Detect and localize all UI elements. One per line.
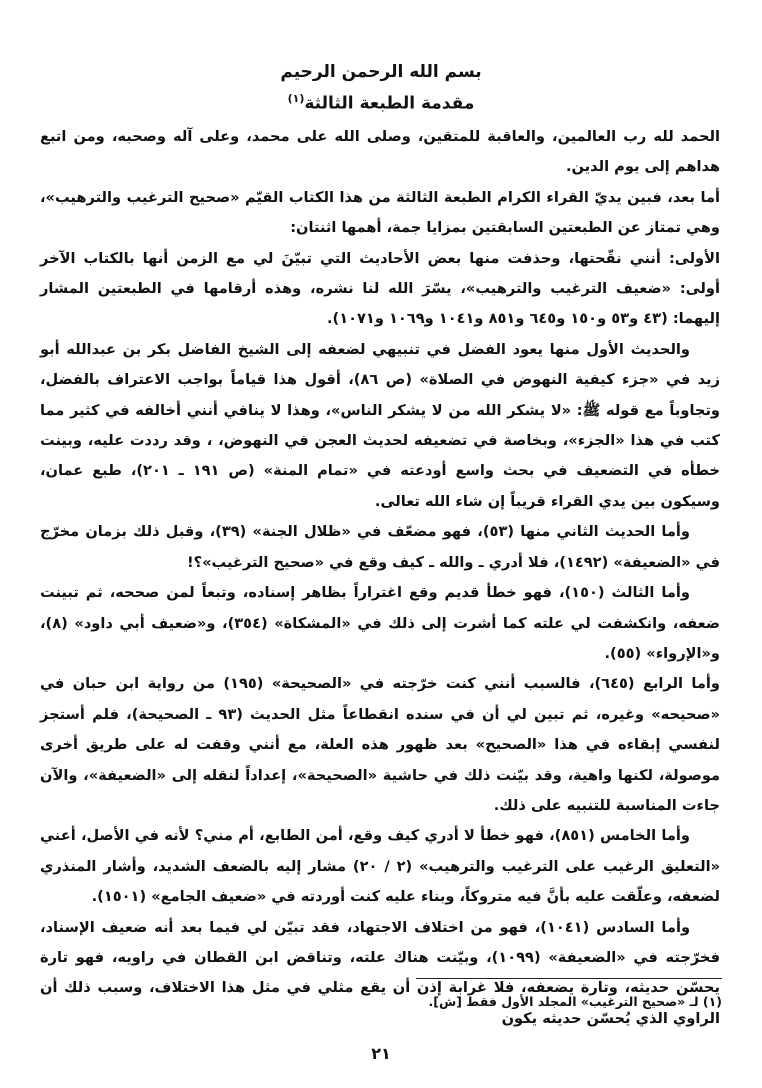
paragraph-fourth-hadith: وأما الرابع (٦٤٥)، فالسبب أنني كنت خرّجته في «الصحيحة» (١٩٥) من رواية ابن حبان في «صحيحه» وغيره، ثم تبين لي أن في سنده انقطاعاً مثل الحديث (٩٣ ـ الصحيحة)، فلم أستجز لنفسي إبقاءه في هذا «الصحيح» بعد ظهور هذه العلة، مع أنني وقفت له على طريق أخرى موصولة، لكنها واهية، وقد بيّنت ذلك في حاشية «الصحيحة»، إعداداً لنقله إلى «الضعيفة»، والآن جاءت المناسبة للتنبيه على ذلك. (40, 675, 720, 814)
page-number: ٢١ (371, 1044, 391, 1063)
paragraph-first-feature: الأولى: أنني نقّحتها، وحذفت منها بعض الأحاديث التي تبيّنَ لي مع الزمن أنها بالكتاب الآخر أولى: «ضعيف الترغيب والترهيب»، يسّرَ الله لنا نشره، وهذه أرقامها في الطبعتين المشار إليهما: (٤٣ و٥٣ و١٥٠ و٦٤٥ و٨٥١ و١٠٤١ و١٠٦٩ و١٠٧١). (40, 249, 720, 328)
footnote: (١) لـ «صحيح الترغيب» المجلد الأول فقط [ش]. (428, 994, 722, 1009)
title-footnote-marker: (١) (287, 92, 305, 105)
title-text: مقدمة الطبعة الثالثة (304, 93, 475, 114)
paragraph-third-hadith: وأما الثالث (١٥٠)، فهو خطأ قديم وقع اغتراراً بظاهر إسناده، وتبعاً لمن صححه، ثم تبينت ضعفه، وانكشفت لي علته كما أشرت إلى ذلك في «المشكاة» (٣٥٤)، و«ضعيف أبي داود» (٨)، و«الإرواء» (٥٥). (40, 584, 721, 662)
paragraph-first-hadith: والحديث الأول منها يعود الفضل في تنبيهي لضعفه إلى الشيخ الفاضل بكر بن عبدالله أبو زيد في «جزء كيفية النهوض في الصلاة» (ص ٨٦)، أقول هذا قياماً بواجب الاعتراف بالفضل، وتجاوباً مع قوله ﷺ: «لا يشكر الله من لا يشكر الناس»، وهذا لا ينافي أنني أخالفه في كثير مما كتب في هذا «الجزء»، وبخاصة في تضعيفه لحديث العجن في النهوض، ، وقد رددت عليه، وبينت خطأه في التضعيف في بحث واسع أودعته في «تمام المنة» (ص ١٩١ ـ ٢٠١)، طبع عمان، وسيكون بين يدي القراء قريباً إن شاء الله تعالى. (40, 340, 721, 510)
paragraph-praise: الحمد لله رب العالمين، والعاقبة للمتقين، وصلى الله على محمد، وعلى آله وصحبه، ومن اتبع هداهم إلى يوم الدين. (40, 128, 720, 176)
basmala-heading: بسم الله الرحمن الرحيم (280, 62, 482, 82)
page-title (0, 92, 762, 114)
paragraph-second-hadith: وأما الحديث الثاني منها (٥٣)، فهو مضعّف في «ظلال الجنة» (٣٩)، وقبل ذلك بزمان مخرّج في «الضعيفة» (١٤٩٢)، فلا أدري ـ والله ـ كيف وقع في «صحيح الترغيب»؟! (40, 523, 720, 571)
paragraph-intro: أما بعد، فبين يديّ القراء الكرام الطبعة الثالثة من هذا الكتاب القيّم «صحيح الترغيب والترهيب»، وهي تمتاز عن الطبعتين السابقتين بمزايا جمة، أهمها اثنتان: (40, 188, 720, 237)
paragraph-fifth-hadith: وأما الخامس (٨٥١)، فهو خطأ لا أدري كيف وقع، أمن الطابع، أم مني؟ لأنه في الأصل، أعني «التعليق الرغيب على الترغيب والترهيب» (٢ / ٢٠) مشار إليه بالضعف الشديد، وأشار المنذري لضعفه، وعلّقت عليه بأنَّ فيه متروكاً، وبناء عليه كنت أوردته في «ضعيف الجامع» (١٥٠١). (40, 827, 721, 906)
body-text (40, 122, 720, 1034)
footnote-divider (416, 978, 722, 979)
paragraph-sixth-hadith: وأما السادس (١٠٤١)، فهو من اختلاف الاجتهاد، فقد تبيّن لي فيما بعد أنه ضعيف الإسناد، فخرّجته في «الضعيفة» (١٠٩٩)، وبيّنت هناك علته، وتناقض ابن القطان في راويه، فهو تارة يحسّن حديثه، وتارة يضعفه، فلا غرابة إذن أن يقع مثلي في مثل هذا الاختلاف، وسبب ذلك أن الراوي الذي يُحسّن حديثه يكون (40, 918, 720, 1027)
